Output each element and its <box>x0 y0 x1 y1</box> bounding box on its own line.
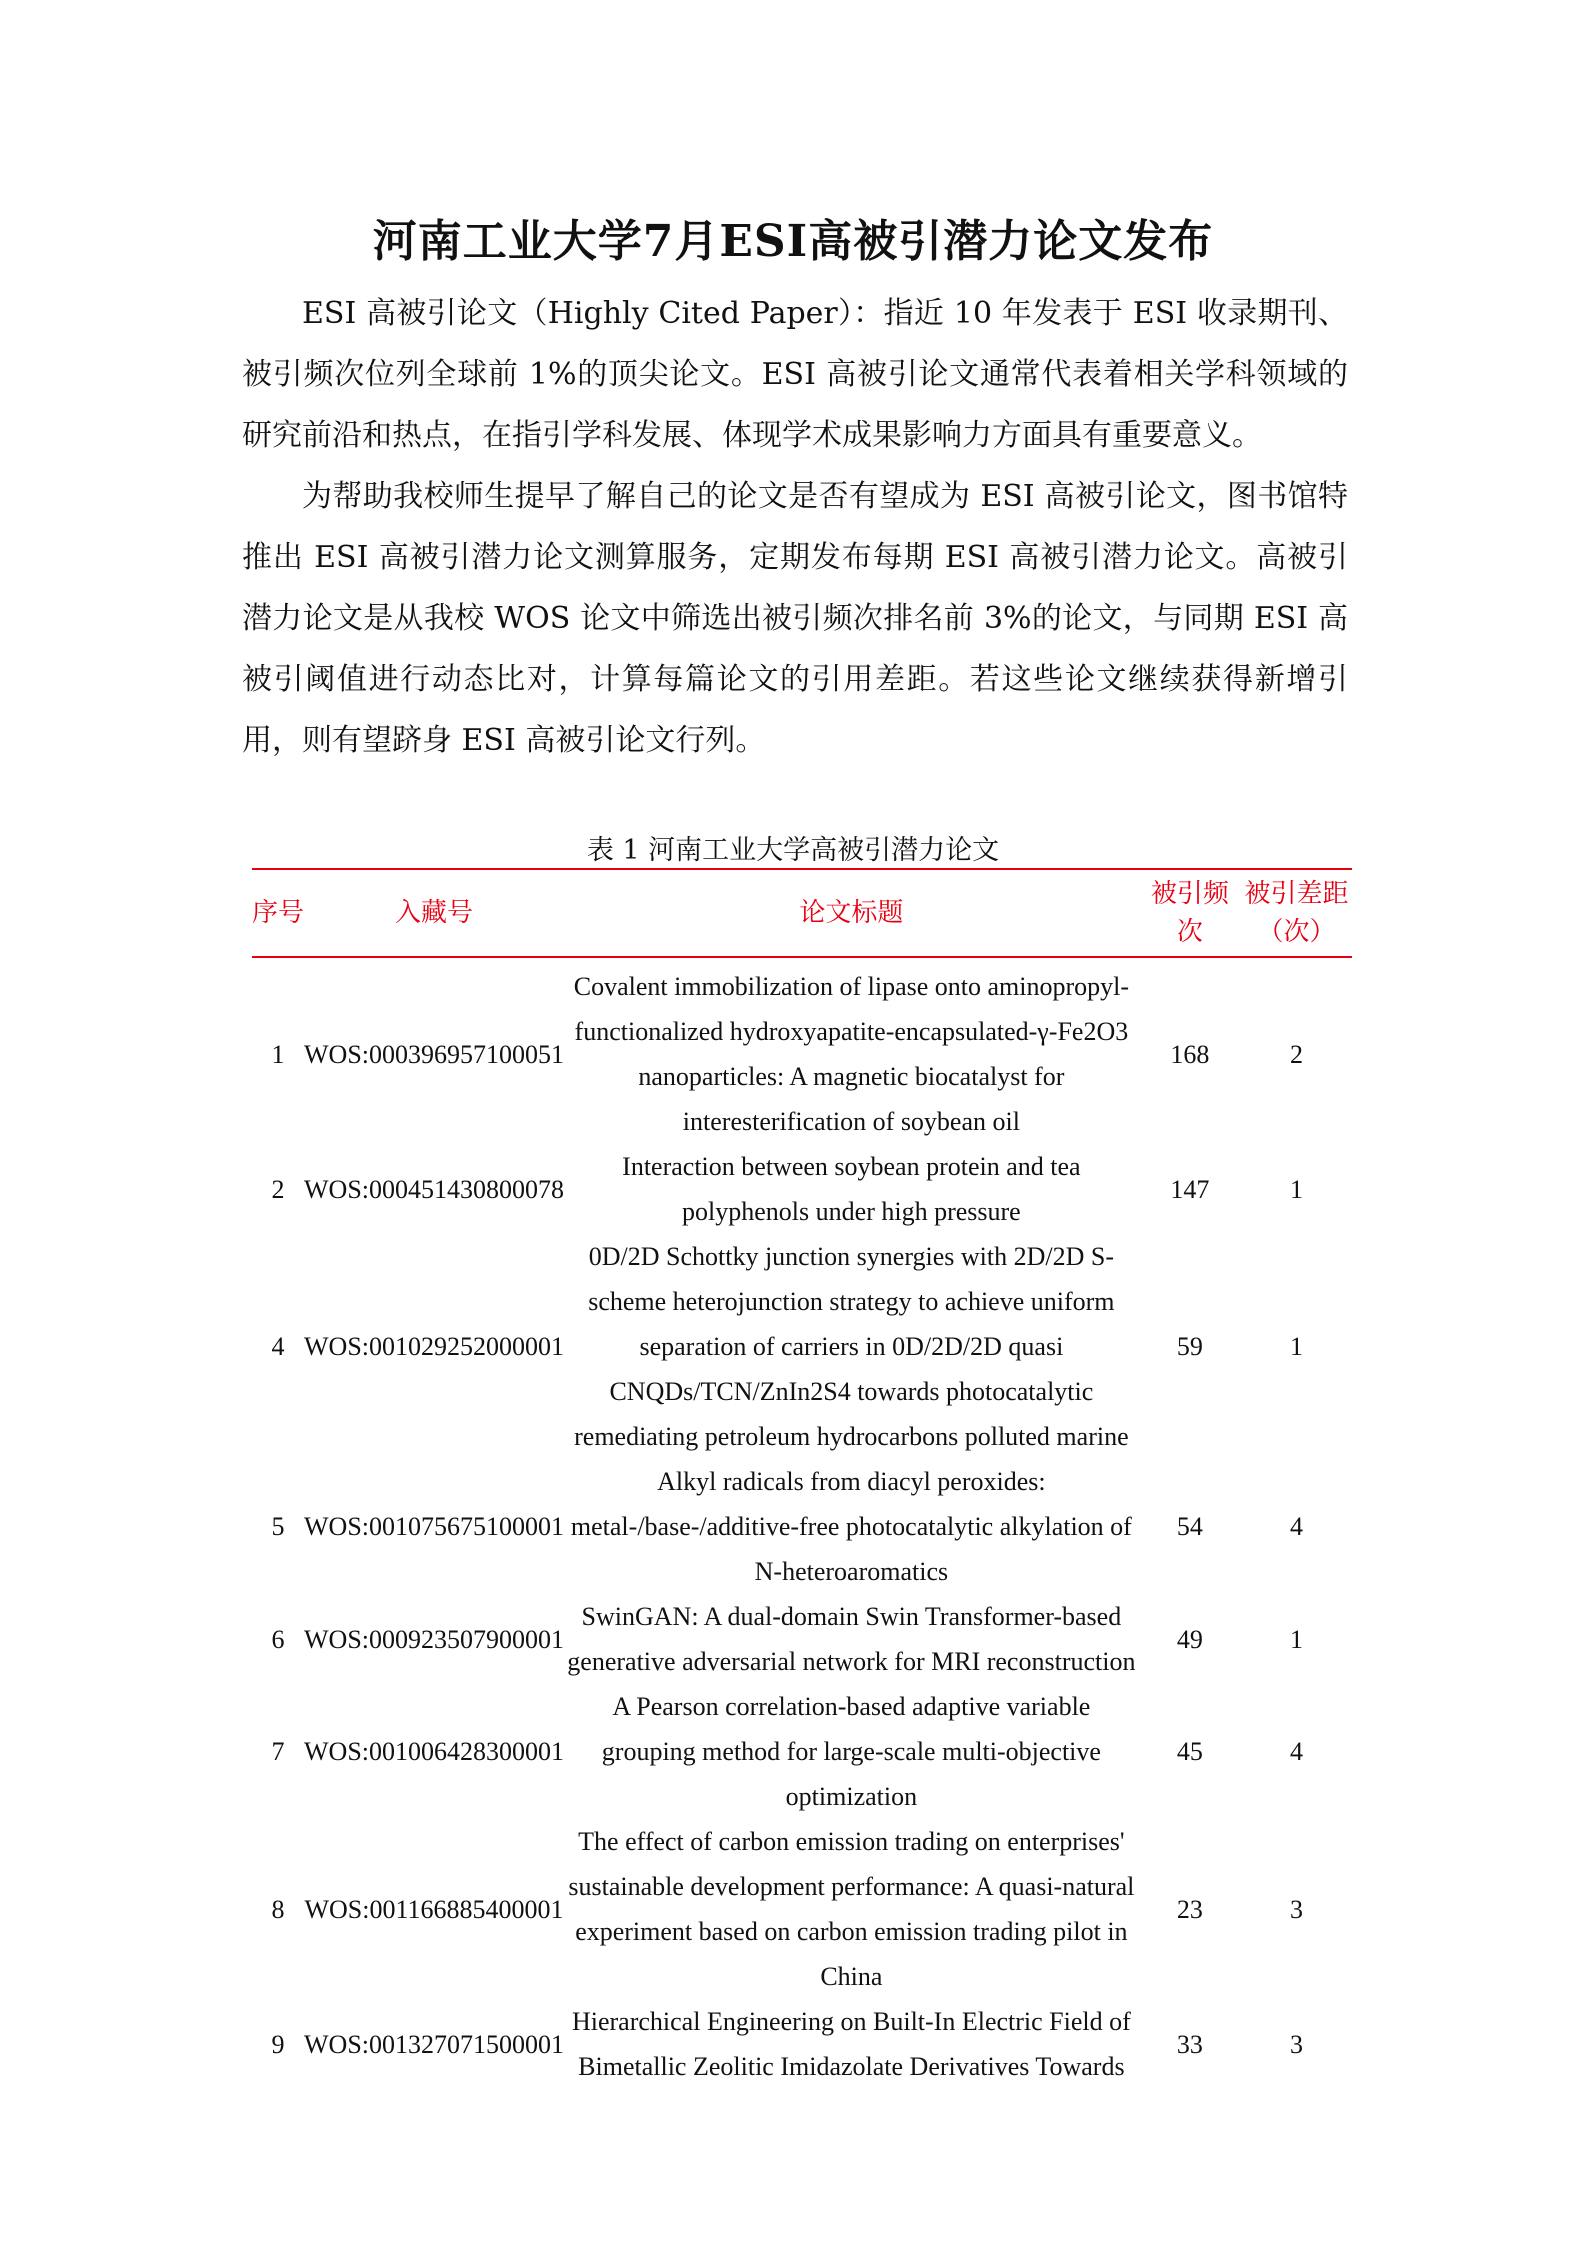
row-accession: WOS:001029252000001 <box>304 1332 564 1361</box>
row-citations: 33 <box>1176 2029 1203 2059</box>
row-title: Interaction between soybean protein and tea polyphenols under high pressure <box>622 1152 1081 1226</box>
header-index: 序号 <box>252 869 304 957</box>
row-accession: WOS:001006428300001 <box>304 1737 564 1766</box>
row-citations: 23 <box>1176 1894 1203 1924</box>
row-index: 4 <box>271 1332 285 1361</box>
row-citations: 168 <box>1170 1039 1210 1069</box>
row-title: Hierarchical Engineering on Built-In Electric Field of Bimetallic Zeolitic Imidazolate Derivatives Towards <box>571 2007 1131 2081</box>
row-index: 2 <box>271 1174 285 1204</box>
table-row <box>252 1234 1352 1459</box>
row-accession: WOS:000451430800078 <box>304 1174 564 1204</box>
row-index: 9 <box>271 2029 285 2059</box>
header-accession: 入藏号 <box>304 869 564 957</box>
row-title: The effect of carbon emission trading on enterprises' sustainable development performance: A quasi-natural experiment based on carbon emission trading pilot in China <box>568 1827 1135 1991</box>
row-accession: WOS:001166885400001 <box>304 1894 564 1924</box>
table-row <box>252 1459 1352 1594</box>
row-accession: WOS:000396957100051 <box>304 1039 564 1069</box>
row-accession: WOS:000923507900001 <box>304 1624 564 1654</box>
intro-paragraph: ESI 高被引论文（Highly Cited Paper）：指近 10 年发表于 ESI 收录期刊、被引频次位列全球前 1%的顶尖论文。ESI 高被引论文通常代表着相关学科领域的研究前沿和热点，在指引学科发展、体现学术成果影响力方面具有重要意义。 <box>242 296 1348 453</box>
row-accession: WOS:001075675100001 <box>304 1512 564 1541</box>
row-gap: 1 <box>1290 1174 1304 1204</box>
row-citations: 54 <box>1176 1512 1203 1541</box>
row-gap: 3 <box>1290 2029 1304 2059</box>
table-caption: 表 1 河南工业大学高被引潜力论文 <box>586 835 1000 866</box>
row-title: 0D/2D Schottky junction synergies with 2D/2D S-scheme heterojunction strategy to achieve uniform separation of carriers in 0D/2D/2D quasi CNQDs/TCN/ZnIn2S4 towards photocatalytic remediating petroleum hydrocarbons polluted marine <box>574 1242 1129 1451</box>
row-index: 5 <box>271 1512 285 1541</box>
table-row <box>252 1684 1352 1819</box>
table-header-row <box>252 869 1352 957</box>
row-title: Covalent immobilization of lipase onto aminopropyl-functionalized hydroxyapatite-encapsulated-γ-Fe2O3 nanoparticles: A magnetic biocatalyst for interesterification of soybean oil <box>573 972 1130 1136</box>
row-gap: 4 <box>1290 1512 1304 1541</box>
table-row <box>252 1819 1352 1999</box>
row-citations: 49 <box>1176 1624 1203 1654</box>
header-citations: 被引频次 <box>1139 869 1241 957</box>
row-index: 8 <box>271 1894 285 1924</box>
row-gap: 1 <box>1290 1624 1304 1654</box>
row-citations: 59 <box>1176 1332 1203 1361</box>
row-title: Alkyl radicals from diacyl peroxides: metal-/base-/additive-free photocatalytic alkylation of N-heteroaromatics <box>570 1467 1132 1586</box>
service-paragraph: 为帮助我校师生提早了解自己的论文是否有望成为 ESI 高被引论文，图书馆特推出 ESI 高被引潜力论文测算服务，定期发布每期 ESI 高被引潜力论文。高被引潜力论文是从我校 WOS 论文中筛选出被引频次排名前 3%的论文，与同期 ESI 高被引阈值进行动态比对，计算每篇论文的引用差距。若这些论文继续获得新增引用，则有望跻身 ESI 高被引论文行列。 <box>242 479 1348 758</box>
row-index: 7 <box>271 1737 285 1766</box>
row-citations: 45 <box>1176 1737 1203 1766</box>
header-gap: 被引差距（次） <box>1241 869 1352 957</box>
document-title: 河南工业大学7月ESI高被引潜力论文发布 <box>372 216 1214 267</box>
row-title: SwinGAN: A dual-domain Swin Transformer-based generative adversarial network for MRI reconstruction <box>567 1602 1136 1676</box>
row-gap: 2 <box>1290 1039 1304 1069</box>
row-citations: 147 <box>1170 1174 1210 1204</box>
row-gap: 4 <box>1290 1737 1304 1766</box>
row-index: 1 <box>271 1039 285 1069</box>
header-title: 论文标题 <box>564 869 1139 957</box>
table-row <box>252 1144 1352 1234</box>
table-row <box>252 957 1352 1144</box>
potential-papers-table <box>252 868 1352 2089</box>
row-gap: 3 <box>1290 1894 1304 1924</box>
table-row <box>252 1999 1352 2089</box>
row-gap: 1 <box>1290 1332 1304 1361</box>
row-accession: WOS:001327071500001 <box>304 2029 564 2059</box>
row-title: A Pearson correlation-based adaptive variable grouping method for large-scale multi-objective optimization <box>601 1692 1101 1811</box>
row-index: 6 <box>271 1624 285 1654</box>
table-row <box>252 1594 1352 1684</box>
